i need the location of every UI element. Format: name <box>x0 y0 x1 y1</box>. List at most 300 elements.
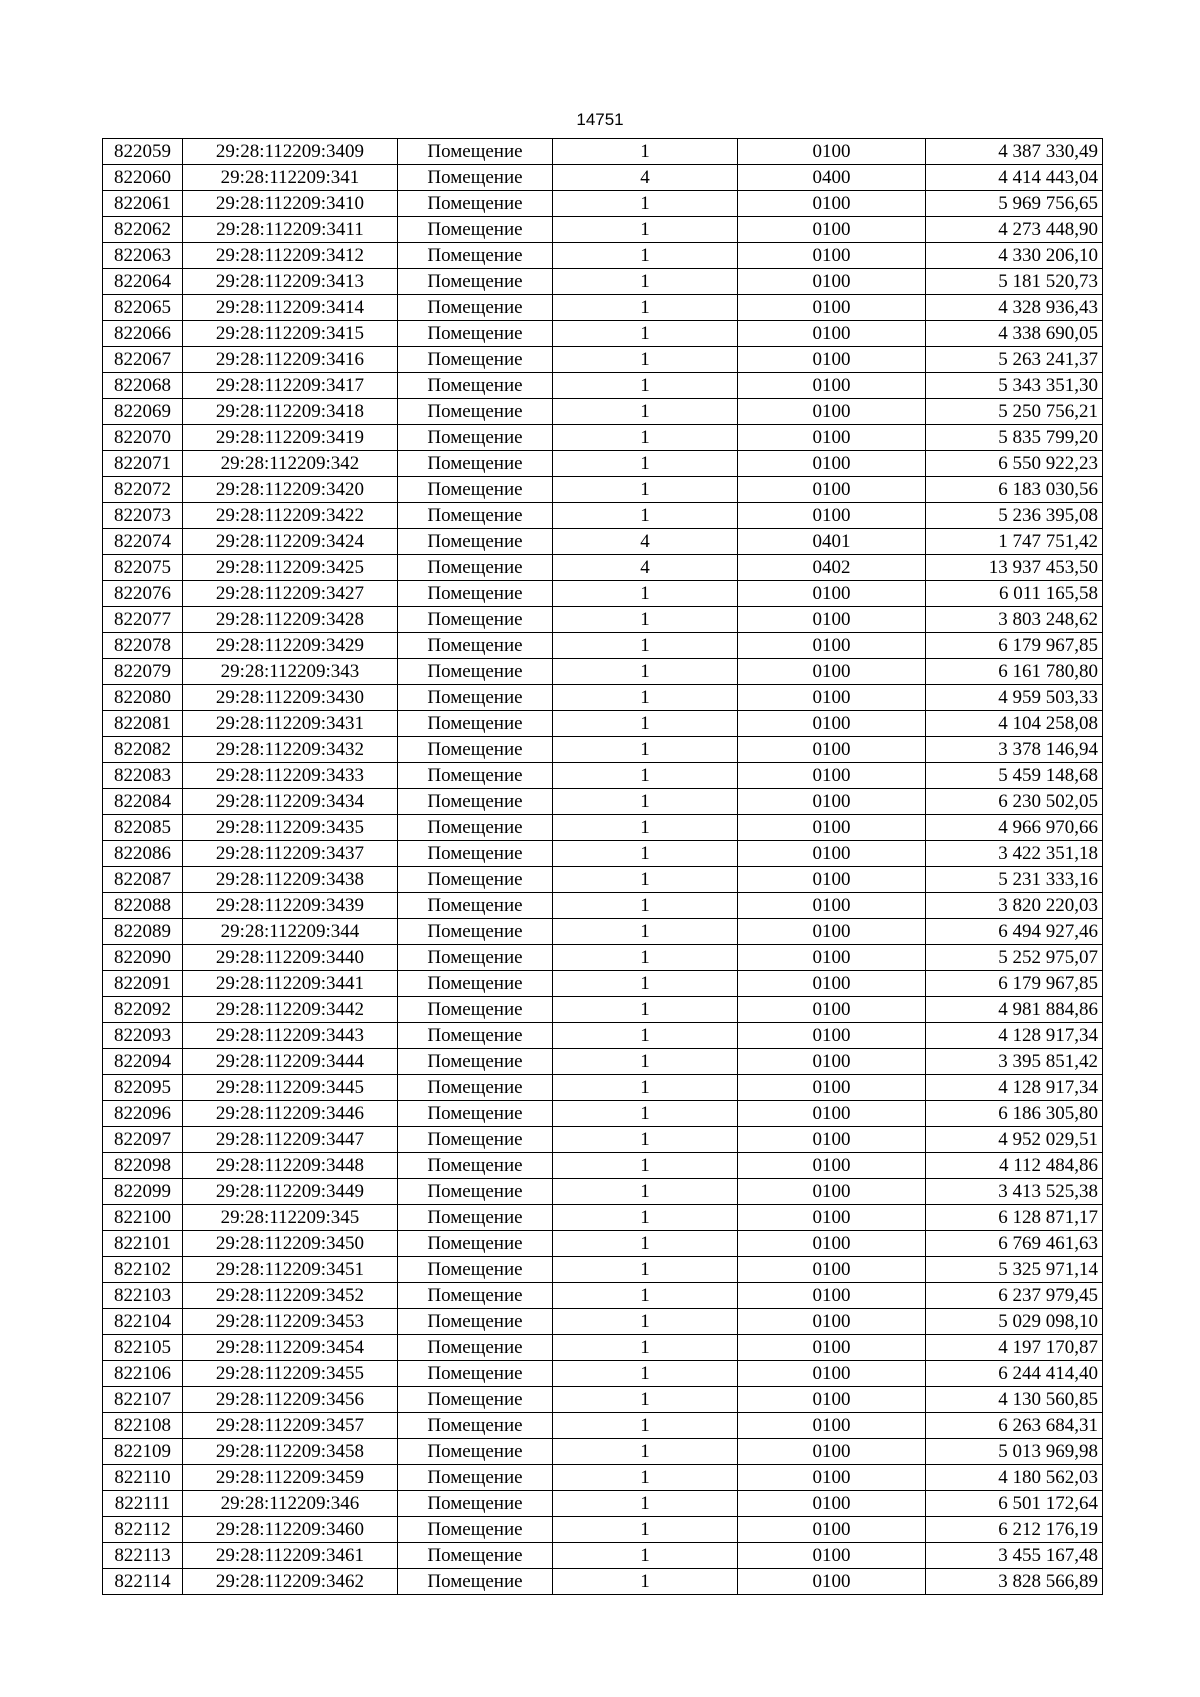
table-row <box>103 1387 1103 1413</box>
cadastral-number-cell: 29:28:112209:3410 <box>183 191 398 217</box>
code-cell: 0100 <box>738 295 926 321</box>
row-number-cell: 822106 <box>103 1361 183 1387</box>
cadastral-value-cell: 4 128 917,34 <box>926 1023 1103 1049</box>
cadastral-number-cell: 29:28:112209:344 <box>183 919 398 945</box>
cadastral-value-cell: 5 013 969,98 <box>926 1439 1103 1465</box>
table-row <box>103 1257 1103 1283</box>
row-number-cell: 822093 <box>103 1023 183 1049</box>
row-number-cell: 822090 <box>103 945 183 971</box>
group-cell: 1 <box>553 1231 738 1257</box>
table-row <box>103 555 1103 581</box>
code-cell: 0100 <box>738 581 926 607</box>
cadastral-value-cell: 4 981 884,86 <box>926 997 1103 1023</box>
group-cell: 1 <box>553 1179 738 1205</box>
table-row <box>103 295 1103 321</box>
object-type-cell: Помещение <box>398 1361 553 1387</box>
code-cell: 0100 <box>738 451 926 477</box>
row-number-cell: 822107 <box>103 1387 183 1413</box>
table-row <box>103 1491 1103 1517</box>
group-cell: 1 <box>553 1491 738 1517</box>
code-cell: 0100 <box>738 1127 926 1153</box>
code-cell: 0100 <box>738 763 926 789</box>
cadastral-value-cell: 6 186 305,80 <box>926 1101 1103 1127</box>
cadastral-number-cell: 29:28:112209:3420 <box>183 477 398 503</box>
table-row <box>103 841 1103 867</box>
group-cell: 1 <box>553 815 738 841</box>
table-row <box>103 243 1103 269</box>
row-number-cell: 822065 <box>103 295 183 321</box>
cadastral-number-cell: 29:28:112209:3459 <box>183 1465 398 1491</box>
group-cell: 4 <box>553 555 738 581</box>
table-row <box>103 373 1103 399</box>
cadastral-value-cell: 4 414 443,04 <box>926 165 1103 191</box>
code-cell: 0100 <box>738 1439 926 1465</box>
code-cell: 0100 <box>738 711 926 737</box>
group-cell: 1 <box>553 893 738 919</box>
row-number-cell: 822066 <box>103 321 183 347</box>
group-cell: 1 <box>553 1153 738 1179</box>
row-number-cell: 822060 <box>103 165 183 191</box>
row-number-cell: 822102 <box>103 1257 183 1283</box>
cadastral-number-cell: 29:28:112209:3433 <box>183 763 398 789</box>
cadastral-number-cell: 29:28:112209:3427 <box>183 581 398 607</box>
cadastral-number-cell: 29:28:112209:3411 <box>183 217 398 243</box>
object-type-cell: Помещение <box>398 789 553 815</box>
group-cell: 1 <box>553 581 738 607</box>
table-row <box>103 1517 1103 1543</box>
object-type-cell: Помещение <box>398 269 553 295</box>
object-type-cell: Помещение <box>398 633 553 659</box>
row-number-cell: 822073 <box>103 503 183 529</box>
code-cell: 0100 <box>738 321 926 347</box>
object-type-cell: Помещение <box>398 399 553 425</box>
cadastral-value-cell: 6 179 967,85 <box>926 971 1103 997</box>
cadastral-number-cell: 29:28:112209:3458 <box>183 1439 398 1465</box>
code-cell: 0100 <box>738 1283 926 1309</box>
cadastral-number-cell: 29:28:112209:3431 <box>183 711 398 737</box>
code-cell: 0100 <box>738 1153 926 1179</box>
group-cell: 1 <box>553 1465 738 1491</box>
code-cell: 0100 <box>738 659 926 685</box>
group-cell: 1 <box>553 1335 738 1361</box>
row-number-cell: 822077 <box>103 607 183 633</box>
object-type-cell: Помещение <box>398 1049 553 1075</box>
group-cell: 1 <box>553 971 738 997</box>
cadastral-number-cell: 29:28:112209:3438 <box>183 867 398 893</box>
table-row <box>103 997 1103 1023</box>
object-type-cell: Помещение <box>398 1569 553 1595</box>
group-cell: 1 <box>553 1101 738 1127</box>
row-number-cell: 822109 <box>103 1439 183 1465</box>
row-number-cell: 822085 <box>103 815 183 841</box>
object-type-cell: Помещение <box>398 919 553 945</box>
row-number-cell: 822097 <box>103 1127 183 1153</box>
table-row <box>103 399 1103 425</box>
cadastral-number-cell: 29:28:112209:3451 <box>183 1257 398 1283</box>
row-number-cell: 822114 <box>103 1569 183 1595</box>
cadastral-number-cell: 29:28:112209:342 <box>183 451 398 477</box>
row-number-cell: 822104 <box>103 1309 183 1335</box>
cadastral-number-cell: 29:28:112209:3434 <box>183 789 398 815</box>
code-cell: 0100 <box>738 1335 926 1361</box>
group-cell: 1 <box>553 919 738 945</box>
object-type-cell: Помещение <box>398 425 553 451</box>
group-cell: 1 <box>553 789 738 815</box>
group-cell: 1 <box>553 711 738 737</box>
row-number-cell: 822071 <box>103 451 183 477</box>
row-number-cell: 822059 <box>103 139 183 165</box>
table-row <box>103 347 1103 373</box>
cadastral-value-cell: 6 263 684,31 <box>926 1413 1103 1439</box>
group-cell: 1 <box>553 1049 738 1075</box>
cadastral-number-cell: 29:28:112209:3432 <box>183 737 398 763</box>
code-cell: 0100 <box>738 399 926 425</box>
cadastral-number-cell: 29:28:112209:3460 <box>183 1517 398 1543</box>
group-cell: 1 <box>553 1075 738 1101</box>
code-cell: 0100 <box>738 1491 926 1517</box>
object-type-cell: Помещение <box>398 477 553 503</box>
row-number-cell: 822079 <box>103 659 183 685</box>
cadastral-value-cell: 4 130 560,85 <box>926 1387 1103 1413</box>
row-number-cell: 822096 <box>103 1101 183 1127</box>
cadastral-number-cell: 29:28:112209:3416 <box>183 347 398 373</box>
code-cell: 0100 <box>738 893 926 919</box>
cadastral-number-cell: 29:28:112209:3422 <box>183 503 398 529</box>
row-number-cell: 822091 <box>103 971 183 997</box>
cadastral-value-cell: 6 212 176,19 <box>926 1517 1103 1543</box>
row-number-cell: 822092 <box>103 997 183 1023</box>
code-cell: 0100 <box>738 477 926 503</box>
group-cell: 1 <box>553 867 738 893</box>
code-cell: 0100 <box>738 1387 926 1413</box>
cadastral-value-cell: 4 180 562,03 <box>926 1465 1103 1491</box>
cadastral-value-cell: 5 263 241,37 <box>926 347 1103 373</box>
group-cell: 1 <box>553 1569 738 1595</box>
cadastral-number-cell: 29:28:112209:3454 <box>183 1335 398 1361</box>
object-type-cell: Помещение <box>398 529 553 555</box>
code-cell: 0100 <box>738 1543 926 1569</box>
code-cell: 0100 <box>738 1517 926 1543</box>
cadastral-number-cell: 29:28:112209:3439 <box>183 893 398 919</box>
object-type-cell: Помещение <box>398 1205 553 1231</box>
table-row <box>103 1413 1103 1439</box>
table-row <box>103 1075 1103 1101</box>
code-cell: 0100 <box>738 607 926 633</box>
cadastral-number-cell: 29:28:112209:3450 <box>183 1231 398 1257</box>
cadastral-number-cell: 29:28:112209:3455 <box>183 1361 398 1387</box>
row-number-cell: 822069 <box>103 399 183 425</box>
object-type-cell: Помещение <box>398 581 553 607</box>
code-cell: 0100 <box>738 1101 926 1127</box>
object-type-cell: Помещение <box>398 945 553 971</box>
row-number-cell: 822089 <box>103 919 183 945</box>
cadastral-value-cell: 4 959 503,33 <box>926 685 1103 711</box>
object-type-cell: Помещение <box>398 607 553 633</box>
object-type-cell: Помещение <box>398 893 553 919</box>
cadastral-value-cell: 5 231 333,16 <box>926 867 1103 893</box>
cadastral-number-cell: 29:28:112209:3417 <box>183 373 398 399</box>
cadastral-value-cell: 6 769 461,63 <box>926 1231 1103 1257</box>
table-row <box>103 1335 1103 1361</box>
cadastral-number-cell: 29:28:112209:3443 <box>183 1023 398 1049</box>
cadastral-number-cell: 29:28:112209:3462 <box>183 1569 398 1595</box>
table-row <box>103 1205 1103 1231</box>
cadastral-number-cell: 29:28:112209:3415 <box>183 321 398 347</box>
code-cell: 0100 <box>738 1205 926 1231</box>
table-body <box>103 139 1103 1595</box>
object-type-cell: Помещение <box>398 321 553 347</box>
object-type-cell: Помещение <box>398 503 553 529</box>
table-row <box>103 1283 1103 1309</box>
group-cell: 1 <box>553 399 738 425</box>
code-cell: 0100 <box>738 997 926 1023</box>
table-row <box>103 867 1103 893</box>
cadastral-number-cell: 29:28:112209:3452 <box>183 1283 398 1309</box>
code-cell: 0100 <box>738 867 926 893</box>
table-row <box>103 503 1103 529</box>
cadastral-number-cell: 29:28:112209:3440 <box>183 945 398 971</box>
code-cell: 0100 <box>738 347 926 373</box>
cadastral-number-cell: 29:28:112209:3442 <box>183 997 398 1023</box>
cadastral-value-cell: 5 181 520,73 <box>926 269 1103 295</box>
cadastral-number-cell: 29:28:112209:3449 <box>183 1179 398 1205</box>
object-type-cell: Помещение <box>398 1075 553 1101</box>
code-cell: 0100 <box>738 1179 926 1205</box>
cadastral-value-cell: 5 325 971,14 <box>926 1257 1103 1283</box>
table-row <box>103 1543 1103 1569</box>
group-cell: 1 <box>553 945 738 971</box>
object-type-cell: Помещение <box>398 971 553 997</box>
group-cell: 1 <box>553 1543 738 1569</box>
table-row <box>103 191 1103 217</box>
cadastral-value-cell: 3 828 566,89 <box>926 1569 1103 1595</box>
group-cell: 1 <box>553 217 738 243</box>
row-number-cell: 822075 <box>103 555 183 581</box>
table-row <box>103 815 1103 841</box>
cadastral-value-cell: 3 422 351,18 <box>926 841 1103 867</box>
cadastral-number-cell: 29:28:112209:3429 <box>183 633 398 659</box>
object-type-cell: Помещение <box>398 1387 553 1413</box>
row-number-cell: 822082 <box>103 737 183 763</box>
row-number-cell: 822110 <box>103 1465 183 1491</box>
code-cell: 0100 <box>738 971 926 997</box>
row-number-cell: 822086 <box>103 841 183 867</box>
cadastral-value-cell: 1 747 751,42 <box>926 529 1103 555</box>
cadastral-number-cell: 29:28:112209:3461 <box>183 1543 398 1569</box>
code-cell: 0402 <box>738 555 926 581</box>
code-cell: 0100 <box>738 789 926 815</box>
group-cell: 1 <box>553 295 738 321</box>
cadastral-value-cell: 4 328 936,43 <box>926 295 1103 321</box>
cadastral-value-cell: 6 244 414,40 <box>926 1361 1103 1387</box>
object-type-cell: Помещение <box>398 1465 553 1491</box>
object-type-cell: Помещение <box>398 1179 553 1205</box>
object-type-cell: Помещение <box>398 1231 553 1257</box>
object-type-cell: Помещение <box>398 1283 553 1309</box>
cadastral-number-cell: 29:28:112209:3441 <box>183 971 398 997</box>
cadastral-number-cell: 29:28:112209:3444 <box>183 1049 398 1075</box>
cadastral-value-cell: 4 330 206,10 <box>926 243 1103 269</box>
row-number-cell: 822101 <box>103 1231 183 1257</box>
row-number-cell: 822094 <box>103 1049 183 1075</box>
code-cell: 0100 <box>738 815 926 841</box>
group-cell: 1 <box>553 1127 738 1153</box>
table-row <box>103 633 1103 659</box>
cadastral-value-cell: 13 937 453,50 <box>926 555 1103 581</box>
cadastral-number-cell: 29:28:112209:3412 <box>183 243 398 269</box>
cadastral-value-cell: 3 395 851,42 <box>926 1049 1103 1075</box>
group-cell: 1 <box>553 1413 738 1439</box>
cadastral-value-cell: 6 128 871,17 <box>926 1205 1103 1231</box>
cadastral-value-cell: 6 237 979,45 <box>926 1283 1103 1309</box>
row-number-cell: 822084 <box>103 789 183 815</box>
cadastral-number-cell: 29:28:112209:3424 <box>183 529 398 555</box>
cadastral-number-cell: 29:28:112209:3448 <box>183 1153 398 1179</box>
cadastral-number-cell: 29:28:112209:3414 <box>183 295 398 321</box>
group-cell: 1 <box>553 347 738 373</box>
table-row <box>103 1361 1103 1387</box>
object-type-cell: Помещение <box>398 347 553 373</box>
cadastral-number-cell: 29:28:112209:341 <box>183 165 398 191</box>
object-type-cell: Помещение <box>398 659 553 685</box>
cadastral-value-cell: 5 250 756,21 <box>926 399 1103 425</box>
table-row <box>103 269 1103 295</box>
row-number-cell: 822105 <box>103 1335 183 1361</box>
table-row <box>103 477 1103 503</box>
table-row <box>103 1023 1103 1049</box>
row-number-cell: 822113 <box>103 1543 183 1569</box>
page-number: 14751 <box>576 110 624 129</box>
cadastral-value-cell: 3 455 167,48 <box>926 1543 1103 1569</box>
cadastral-number-cell: 29:28:112209:3425 <box>183 555 398 581</box>
table-row <box>103 1309 1103 1335</box>
row-number-cell: 822087 <box>103 867 183 893</box>
cadastral-value-cell: 6 501 172,64 <box>926 1491 1103 1517</box>
cadastral-number-cell: 29:28:112209:343 <box>183 659 398 685</box>
row-number-cell: 822099 <box>103 1179 183 1205</box>
group-cell: 1 <box>553 997 738 1023</box>
table-row <box>103 711 1103 737</box>
group-cell: 1 <box>553 1517 738 1543</box>
group-cell: 1 <box>553 633 738 659</box>
table-row <box>103 529 1103 555</box>
object-type-cell: Помещение <box>398 1023 553 1049</box>
table-row <box>103 789 1103 815</box>
cadastral-value-cell: 5 029 098,10 <box>926 1309 1103 1335</box>
group-cell: 1 <box>553 1205 738 1231</box>
code-cell: 0100 <box>738 1257 926 1283</box>
object-type-cell: Помещение <box>398 1309 553 1335</box>
cadastral-value-cell: 5 236 395,08 <box>926 503 1103 529</box>
cadastral-value-cell: 6 230 502,05 <box>926 789 1103 815</box>
row-number-cell: 822083 <box>103 763 183 789</box>
object-type-cell: Помещение <box>398 685 553 711</box>
cadastral-value-cell: 5 252 975,07 <box>926 945 1103 971</box>
cadastral-value-cell: 6 550 922,23 <box>926 451 1103 477</box>
object-type-cell: Помещение <box>398 217 553 243</box>
code-cell: 0100 <box>738 633 926 659</box>
cadastral-value-cell: 5 459 148,68 <box>926 763 1103 789</box>
cadastral-number-cell: 29:28:112209:3419 <box>183 425 398 451</box>
code-cell: 0100 <box>738 1309 926 1335</box>
object-type-cell: Помещение <box>398 867 553 893</box>
code-cell: 0100 <box>738 685 926 711</box>
object-type-cell: Помещение <box>398 295 553 321</box>
group-cell: 1 <box>553 841 738 867</box>
cadastral-value-cell: 4 966 970,66 <box>926 815 1103 841</box>
cadastral-value-cell: 4 197 170,87 <box>926 1335 1103 1361</box>
cadastral-number-cell: 29:28:112209:3409 <box>183 139 398 165</box>
row-number-cell: 822095 <box>103 1075 183 1101</box>
cadastral-value-cell: 5 343 351,30 <box>926 373 1103 399</box>
cadastral-value-cell: 3 378 146,94 <box>926 737 1103 763</box>
cadastral-value-cell: 5 969 756,65 <box>926 191 1103 217</box>
row-number-cell: 822098 <box>103 1153 183 1179</box>
object-type-cell: Помещение <box>398 1439 553 1465</box>
cadastral-value-cell: 5 835 799,20 <box>926 425 1103 451</box>
cadastral-value-cell: 6 161 780,80 <box>926 659 1103 685</box>
code-cell: 0100 <box>738 269 926 295</box>
table-row <box>103 139 1103 165</box>
cadastral-value-cell: 3 820 220,03 <box>926 893 1103 919</box>
cadastral-number-cell: 29:28:112209:3445 <box>183 1075 398 1101</box>
code-cell: 0100 <box>738 191 926 217</box>
cadastral-number-cell: 29:28:112209:3435 <box>183 815 398 841</box>
group-cell: 1 <box>553 1283 738 1309</box>
group-cell: 1 <box>553 685 738 711</box>
table-row <box>103 737 1103 763</box>
cadastral-value-cell: 4 338 690,05 <box>926 321 1103 347</box>
cadastral-number-cell: 29:28:112209:345 <box>183 1205 398 1231</box>
cadastral-number-cell: 29:28:112209:3413 <box>183 269 398 295</box>
table-row <box>103 217 1103 243</box>
group-cell: 1 <box>553 1257 738 1283</box>
table-row <box>103 919 1103 945</box>
row-number-cell: 822111 <box>103 1491 183 1517</box>
group-cell: 4 <box>553 529 738 555</box>
code-cell: 0100 <box>738 217 926 243</box>
cadastral-number-cell: 29:28:112209:3430 <box>183 685 398 711</box>
row-number-cell: 822068 <box>103 373 183 399</box>
cadastral-number-cell: 29:28:112209:3457 <box>183 1413 398 1439</box>
cadastral-value-cell: 6 179 967,85 <box>926 633 1103 659</box>
cadastral-value-cell: 4 387 330,49 <box>926 139 1103 165</box>
group-cell: 4 <box>553 165 738 191</box>
group-cell: 1 <box>553 1439 738 1465</box>
code-cell: 0401 <box>738 529 926 555</box>
cadastral-value-cell: 4 952 029,51 <box>926 1127 1103 1153</box>
row-number-cell: 822088 <box>103 893 183 919</box>
object-type-cell: Помещение <box>398 139 553 165</box>
code-cell: 0100 <box>738 737 926 763</box>
group-cell: 1 <box>553 737 738 763</box>
object-type-cell: Помещение <box>398 815 553 841</box>
row-number-cell: 822074 <box>103 529 183 555</box>
object-type-cell: Помещение <box>398 243 553 269</box>
group-cell: 1 <box>553 659 738 685</box>
object-type-cell: Помещение <box>398 373 553 399</box>
cadastral-value-cell: 3 803 248,62 <box>926 607 1103 633</box>
code-cell: 0100 <box>738 1049 926 1075</box>
row-number-cell: 822072 <box>103 477 183 503</box>
table-row <box>103 1101 1103 1127</box>
cadastral-value-cell: 4 104 258,08 <box>926 711 1103 737</box>
code-cell: 0100 <box>738 425 926 451</box>
cadastral-number-cell: 29:28:112209:3447 <box>183 1127 398 1153</box>
cadastral-value-table <box>102 138 1103 1595</box>
group-cell: 1 <box>553 269 738 295</box>
group-cell: 1 <box>553 607 738 633</box>
